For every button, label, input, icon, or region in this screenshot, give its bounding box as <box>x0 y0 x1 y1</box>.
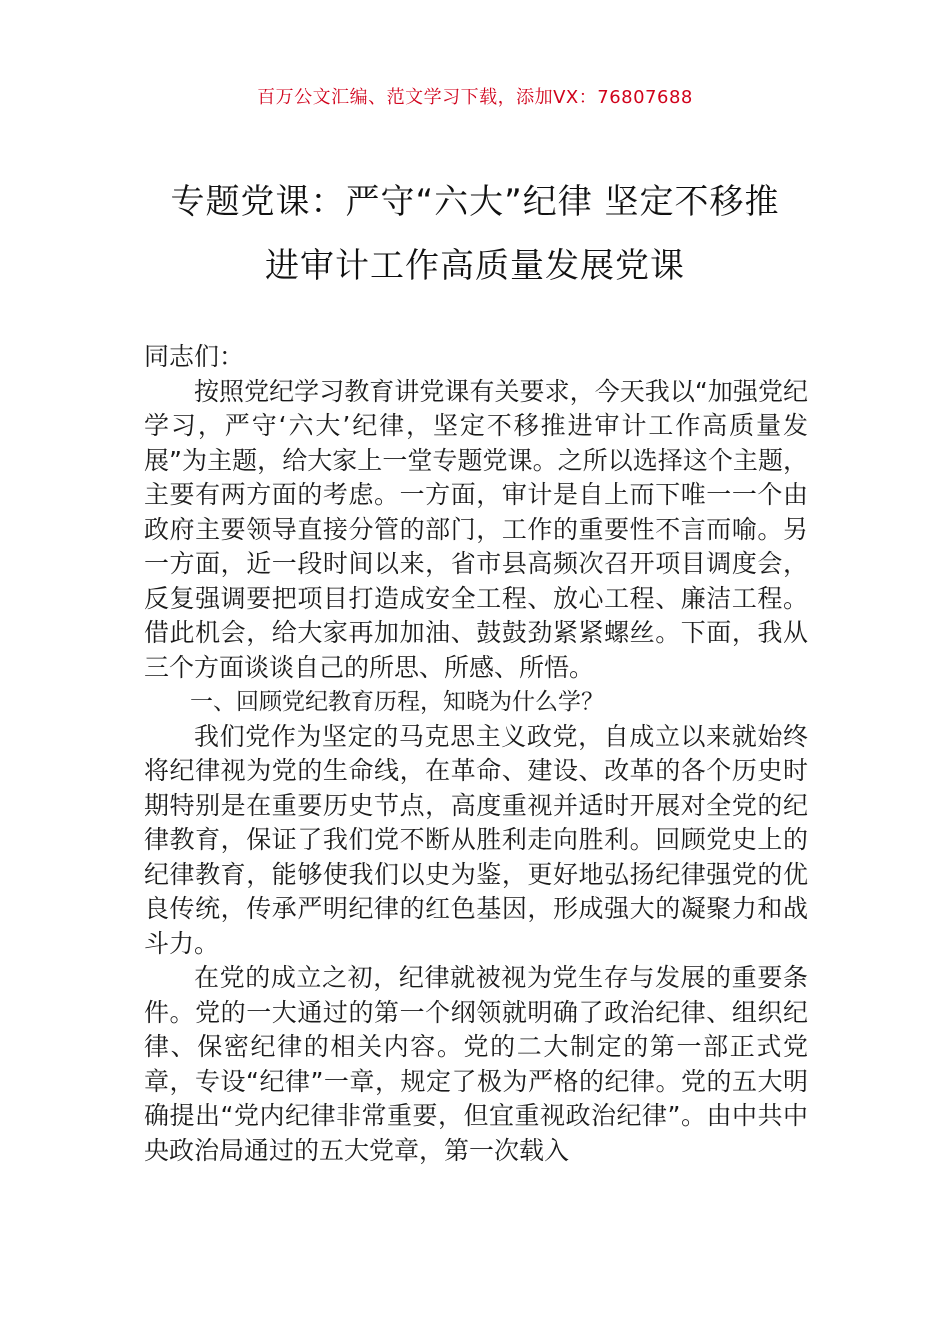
title-line-2: 进审计工作高质量发展党课 <box>265 246 685 286</box>
paragraph-early-discipline: 在党的成立之初，纪律就被视为党生存与发展的重要条件。党的一大通过的第一个纲领就明确了政治纪律、组织纪律、保密纪律的相关内容。党的二大制定的第一部正式党章，专设“纪律”一章，规定了极为严格的纪律。党的五大明确提出“党内纪律非常重要，但宜重视政治纪律”。由中共中央政治局通过的五大党章，第一次载入 <box>144 963 808 1165</box>
document-body <box>144 340 808 1168</box>
download-notice: 百万公文汇编、范文学习下载，添加VX：76807688 <box>257 87 693 108</box>
document-title <box>120 170 830 298</box>
salutation: 同志们： <box>144 342 245 371</box>
title-line-1: 专题党课：严守“六大”纪律 坚定不移推 <box>170 182 780 222</box>
paragraph-party-history: 我们党作为坚定的马克思主义政党，自成立以来就始终将纪律视为党的生命线，在革命、建设、改革的各个历史时期特别是在重要历史节点，高度重视并适时开展对全党的纪律教育，保证了我们党不断从胜利走向胜利。回顾党史上的纪律教育，能够使我们以史为鉴，更好地弘扬纪律强党的优良传统，传承严明纪律的红色基因，形成强大的凝聚力和战斗力。 <box>144 721 808 958</box>
section-heading-1: 一、回顾党纪教育历程，知晓为什么学？ <box>190 689 604 715</box>
paragraph-intro: 按照党纪学习教育讲党课有关要求，今天我以“加强党纪学习，严守‘六大’纪律，坚定不移推进审计工作高质量发展”为主题，给大家上一堂专题党课。之所以选择这个主题，主要有两方面的考虑。一方面，审计是自上而下唯一一个由政府主要领导直接分管的部门，工作的重要性不言而喻。另一方面，近一段时间以来，省市县高频次召开项目调度会，反复强调要把项目打造成安全工程、放心工程、廉洁工程。借此机会，给大家再加加油、鼓鼓劲紧紧螺丝。下面，我从三个方面谈谈自己的所思、所感、所悟。 <box>144 376 808 682</box>
